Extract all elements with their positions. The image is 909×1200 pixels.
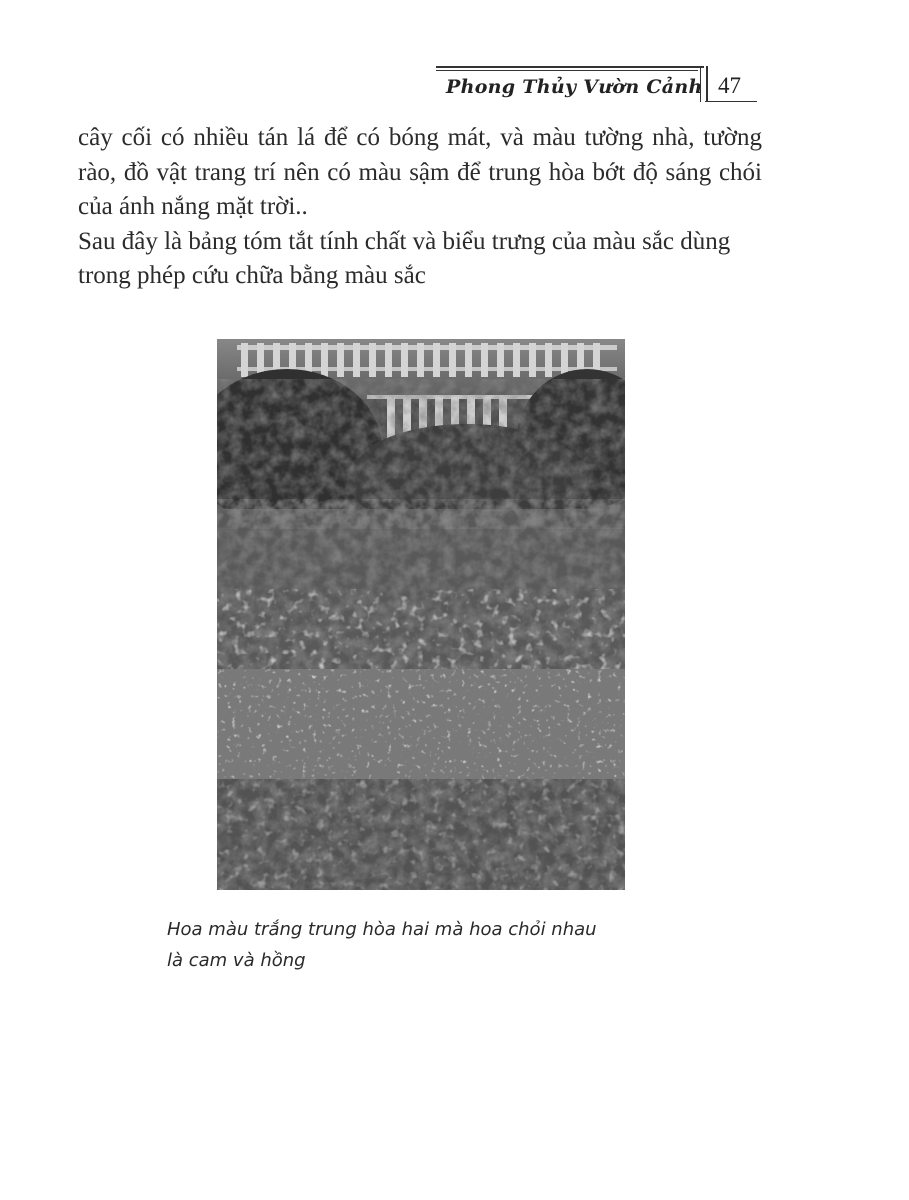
paragraph: cây cối có nhiều tán lá để có bóng mát, và màu tường nhà, tường rào, đồ vật trang trí nên có màu sậm để trung hòa bớt độ sáng chói của ánh nắng mặt trời.. — [78, 124, 762, 220]
body-text — [78, 121, 762, 294]
caption-line: là cam và hồng — [167, 950, 306, 971]
page-number-underline — [705, 101, 757, 102]
paragraph: Sau đây là bảng tóm tắt tính chất và biểu trưng của màu sắc dùng trong phép cứu chữa bằng màu sắc — [78, 227, 731, 289]
figure-caption — [167, 914, 727, 976]
book-title: Phong Thủy Vườn Cảnh — [446, 76, 703, 98]
running-header — [436, 66, 756, 106]
garden-photo — [217, 339, 625, 890]
header-rule-inner — [436, 70, 698, 71]
caption-line: Hoa màu trắng trung hòa hai mà hoa chỏi nhau — [167, 919, 597, 940]
garden-photo-image — [217, 339, 625, 890]
page-number: 47 — [718, 73, 741, 98]
header-rule — [436, 66, 704, 68]
header-divider — [700, 66, 708, 102]
